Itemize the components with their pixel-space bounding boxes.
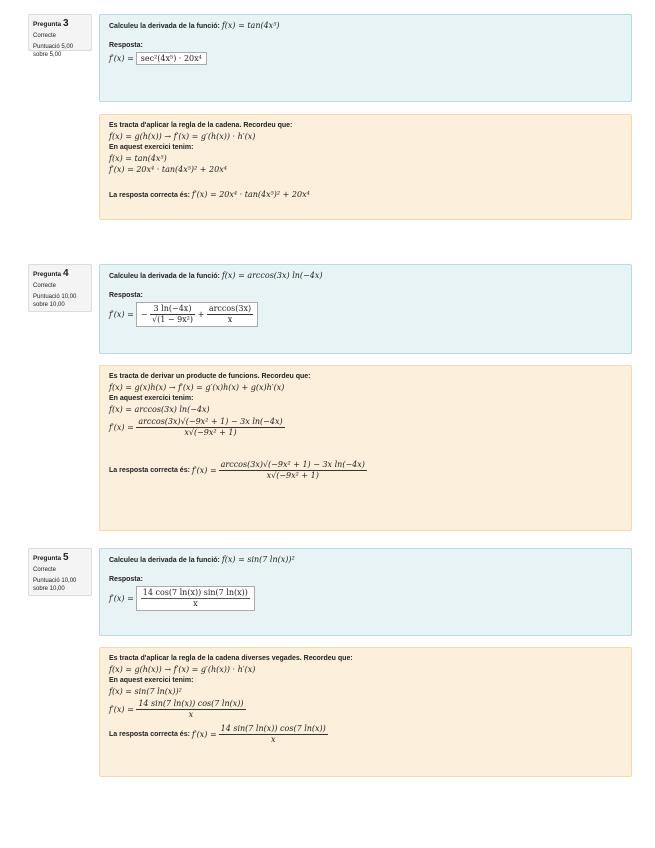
feedback-step: f(x) = arccos(3x) ln(−4x) (109, 405, 210, 414)
question-formulation (99, 14, 632, 102)
answer-label: Resposta: (109, 42, 143, 49)
answer-field[interactable]: sec²(4x⁵) · 20x⁴ (136, 52, 207, 65)
fraction: $\frac{14 \cos(7 \ln(x)) \sin(7 \ln(x))}{x}$ (142, 588, 248, 608)
feedback-rule: f(x) = g(h(x)) → f′(x) = g′(h(x)) · h′(x) (109, 665, 256, 674)
feedback-intro: Es tracta de derivar un producte de funcions. Recordeu que: (109, 373, 311, 380)
question-formulation (99, 264, 632, 354)
question-number: Pregunta 4 (33, 268, 69, 279)
fraction: $\frac{\arccos(3x)}{x}$ (208, 304, 252, 324)
question-info (28, 14, 92, 58)
feedback-have: En aquest exercici tenim: (109, 677, 194, 684)
question-state: Correcte (33, 33, 57, 39)
feedback-have: En aquest exercici tenim: (109, 395, 194, 402)
question-formulation (99, 548, 632, 636)
feedback-step: f′(x) = $\frac{\text{arccos(3x)√(−9x² + 1) − 3x ln(−4x)}}{\text{x√(−9x² + 1)}}$ (109, 417, 283, 437)
feedback-step: f′(x) = $\frac{14 \sin(7 \ln(x)) \cos(7 \ln(x))}{x}$ (109, 699, 244, 719)
feedback-step: f(x) = tan(4x⁵) (109, 154, 167, 163)
question-number: Pregunta 3 (33, 18, 69, 29)
answer-row: f′(x) = − $\frac{3 \ln(-4x)}{\text{√(1 − 9x²)}}$ + $\frac{\arccos(3x)}{x}$ (109, 302, 622, 327)
feedback-step: f(x) = sin(7 ln(x))² (109, 687, 182, 696)
answer-label: Resposta: (109, 292, 143, 299)
answer-row: f′(x) = $\frac{14 \cos(7 \ln(x)) \sin(7 \ln(x))}{x}$ (109, 586, 622, 611)
fraction: $\frac{\text{arccos(3x)√(−9x² + 1) − 3x ln(−4x)}}{\text{x√(−9x² + 1)}}$ (220, 460, 365, 480)
answer-label: Resposta: (109, 576, 143, 583)
feedback-rule: f(x) = g(h(x)) → f′(x) = g′(h(x)) · h′(x) (109, 132, 256, 141)
correct-answer: La resposta correcta és: f′(x) = $\frac{14 \sin(7 \ln(x)) \cos(7 \ln(x))}{x}$ (109, 724, 326, 744)
answer-row: f′(x) = sec²(4x⁵) · 20x⁴ (109, 52, 622, 65)
feedback-intro: Es tracta d'aplicar la regla de la cadena diverses vegades. Recordeu que: (109, 655, 353, 662)
feedback-have: En aquest exercici tenim: (109, 144, 194, 151)
question-info (28, 264, 92, 312)
correct-answer: La resposta correcta és: f′(x) = 20x⁴ · tan(4x⁵)² + 20x⁴ (109, 190, 310, 199)
question-prompt: Calculeu la derivada de la funció: f(x) = arccos(3x) ln(−4x) (109, 271, 323, 280)
correct-answer: La resposta correcta és: f′(x) = $\frac{\text{arccos(3x)√(−9x² + 1) − 3x ln(−4x)}}{\text{x√(−9x² + 1)}}$ (109, 460, 365, 480)
question-number: Pregunta 5 (33, 552, 69, 563)
question-feedback (99, 114, 632, 220)
fraction: $\frac{14 \sin(7 \ln(x)) \cos(7 \ln(x))}{x}$ (138, 699, 244, 719)
question-feedback (99, 365, 632, 531)
question-info (28, 548, 92, 596)
question-grade: Puntuació 10,00 sobre 10,00 (33, 294, 77, 308)
question-state: Correcte (33, 283, 57, 289)
question-grade: Puntuació 5,00 sobre 5,00 (33, 44, 74, 58)
question-prompt: Calculeu la derivada de la funció: f(x) = tan(4x⁵) (109, 21, 280, 30)
question-feedback (99, 647, 632, 777)
question-grade: Puntuació 10,00 sobre 10,00 (33, 578, 77, 592)
feedback-step: f′(x) = 20x⁴ · tan(4x⁵)² + 20x⁴ (109, 165, 227, 174)
fraction: $\frac{3 \ln(-4x)}{\text{√(1 − 9x²)}}$ (151, 304, 194, 324)
answer-field[interactable]: − $\frac{3 \ln(-4x)}{\text{√(1 − 9x²)}}$ + $\frac{\arccos(3x)}{x}$ (136, 302, 258, 327)
fraction: $\frac{14 \sin(7 \ln(x)) \cos(7 \ln(x))}{x}$ (220, 724, 326, 744)
question-state: Correcte (33, 567, 57, 573)
answer-field[interactable] (136, 586, 255, 611)
question-prompt: Calculeu la derivada de la funció: f(x) = sin(7 ln(x))² (109, 555, 295, 564)
feedback-intro: Es tracta d'aplicar la regla de la cadena. Recordeu que: (109, 122, 293, 129)
feedback-rule: f(x) = g(x)h(x) → f′(x) = g′(x)h(x) + g(x)h′(x) (109, 383, 285, 392)
fraction: $\frac{\text{arccos(3x)√(−9x² + 1) − 3x ln(−4x)}}{\text{x√(−9x² + 1)}}$ (138, 417, 283, 437)
